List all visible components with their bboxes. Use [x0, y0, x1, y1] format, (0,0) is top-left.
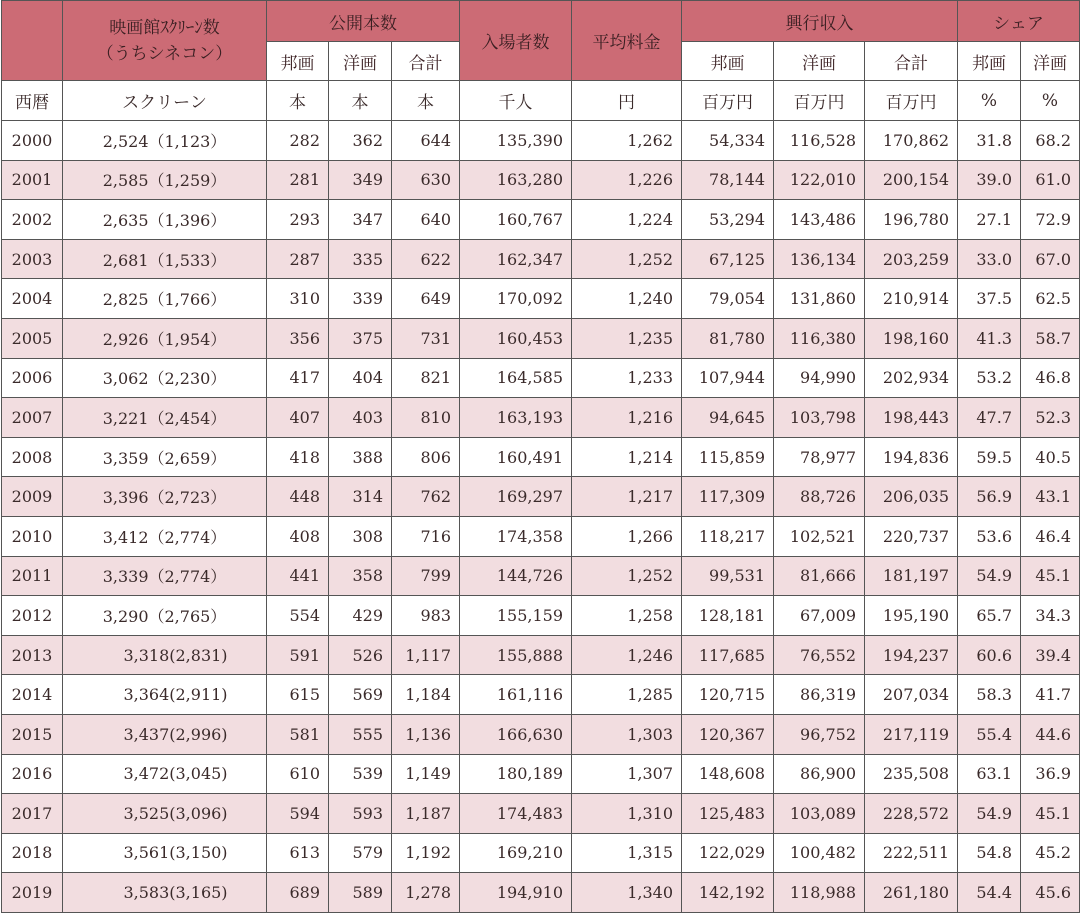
box-office-foreign-cell: 67,009 [774, 596, 865, 636]
attendance-cell: 135,390 [460, 121, 572, 161]
year-cell: 2006 [2, 358, 63, 398]
header-box-office-domestic: 邦画 [682, 42, 774, 81]
unit-share-domestic: % [958, 81, 1021, 121]
avg-price-cell: 1,240 [572, 279, 682, 319]
attendance-cell: 164,585 [460, 358, 572, 398]
screens-cell: 2,585（1,259） [63, 160, 267, 200]
box-office-domestic-cell: 81,780 [682, 318, 774, 358]
attendance-cell: 162,347 [460, 239, 572, 279]
table-row [2, 200, 1080, 240]
releases-domestic-cell: 441 [267, 556, 329, 596]
screens-cell: 3,062（2,230） [63, 358, 267, 398]
header-screens-line1: 映画館ｽｸﾘｰﾝ数 [109, 17, 220, 38]
table-row [2, 318, 1080, 358]
avg-price-cell: 1,216 [572, 398, 682, 438]
box-office-foreign-cell: 116,380 [774, 318, 865, 358]
releases-foreign-cell: 526 [329, 635, 392, 675]
table-row [2, 358, 1080, 398]
screens-cell: 3,359（2,659） [63, 437, 267, 477]
box-office-domestic-cell: 120,367 [682, 714, 774, 754]
avg-price-cell: 1,262 [572, 121, 682, 161]
unit-avg-price: 円 [572, 81, 682, 121]
releases-total-cell: 1,278 [392, 873, 460, 913]
box-office-foreign-cell: 116,528 [774, 121, 865, 161]
avg-price-cell: 1,340 [572, 873, 682, 913]
box-office-foreign-cell: 118,988 [774, 873, 865, 913]
box-office-domestic-cell: 142,192 [682, 873, 774, 913]
releases-total-cell: 1,117 [392, 635, 460, 675]
share-domestic-cell: 63.1 [958, 754, 1021, 794]
box-office-foreign-cell: 100,482 [774, 833, 865, 873]
unit-releases-foreign: 本 [329, 81, 392, 121]
share-foreign-cell: 45.1 [1021, 556, 1080, 596]
avg-price-cell: 1,235 [572, 318, 682, 358]
releases-domestic-cell: 591 [267, 635, 329, 675]
box-office-foreign-cell: 103,798 [774, 398, 865, 438]
screens-cell: 3,412（2,774） [63, 516, 267, 556]
releases-total-cell: 1,187 [392, 794, 460, 834]
box-office-domestic-cell: 115,859 [682, 437, 774, 477]
box-office-foreign-cell: 86,319 [774, 675, 865, 715]
table-row [2, 477, 1080, 517]
box-office-domestic-cell: 148,608 [682, 754, 774, 794]
year-cell: 2005 [2, 318, 63, 358]
avg-price-cell: 1,233 [572, 358, 682, 398]
table-row [2, 794, 1080, 834]
header-avg-price: 平均料金 [572, 1, 682, 81]
attendance-cell: 160,767 [460, 200, 572, 240]
screens-cell: 2,825（1,766） [63, 279, 267, 319]
unit-year: 西暦 [2, 81, 63, 121]
attendance-cell: 161,116 [460, 675, 572, 715]
share-domestic-cell: 37.5 [958, 279, 1021, 319]
releases-total-cell: 1,192 [392, 833, 460, 873]
year-cell: 2012 [2, 596, 63, 636]
box-office-total-cell: 222,511 [865, 833, 958, 873]
releases-domestic-cell: 310 [267, 279, 329, 319]
box-office-foreign-cell: 131,860 [774, 279, 865, 319]
share-foreign-cell: 41.7 [1021, 675, 1080, 715]
releases-domestic-cell: 613 [267, 833, 329, 873]
share-domestic-cell: 54.8 [958, 833, 1021, 873]
releases-total-cell: 1,149 [392, 754, 460, 794]
releases-foreign-cell: 375 [329, 318, 392, 358]
releases-foreign-cell: 308 [329, 516, 392, 556]
table-row [2, 437, 1080, 477]
avg-price-cell: 1,252 [572, 239, 682, 279]
avg-price-cell: 1,315 [572, 833, 682, 873]
releases-total-cell: 731 [392, 318, 460, 358]
box-office-total-cell: 217,119 [865, 714, 958, 754]
box-office-total-cell: 194,836 [865, 437, 958, 477]
table-row [2, 635, 1080, 675]
releases-total-cell: 649 [392, 279, 460, 319]
year-cell: 2018 [2, 833, 63, 873]
avg-price-cell: 1,307 [572, 754, 682, 794]
share-domestic-cell: 55.4 [958, 714, 1021, 754]
table-row [2, 516, 1080, 556]
box-office-total-cell: 200,154 [865, 160, 958, 200]
releases-domestic-cell: 689 [267, 873, 329, 913]
attendance-cell: 174,483 [460, 794, 572, 834]
box-office-domestic-cell: 79,054 [682, 279, 774, 319]
share-domestic-cell: 41.3 [958, 318, 1021, 358]
box-office-domestic-cell: 128,181 [682, 596, 774, 636]
header-releases-total: 合計 [392, 42, 460, 81]
year-cell: 2008 [2, 437, 63, 477]
year-cell: 2010 [2, 516, 63, 556]
box-office-foreign-cell: 76,552 [774, 635, 865, 675]
table-row [2, 596, 1080, 636]
releases-foreign-cell: 404 [329, 358, 392, 398]
releases-foreign-cell: 339 [329, 279, 392, 319]
box-office-total-cell: 203,259 [865, 239, 958, 279]
share-foreign-cell: 67.0 [1021, 239, 1080, 279]
screens-cell: 2,681（1,533） [63, 239, 267, 279]
attendance-cell: 160,453 [460, 318, 572, 358]
share-domestic-cell: 27.1 [958, 200, 1021, 240]
releases-domestic-cell: 407 [267, 398, 329, 438]
share-foreign-cell: 52.3 [1021, 398, 1080, 438]
year-cell: 2019 [2, 873, 63, 913]
share-domestic-cell: 59.5 [958, 437, 1021, 477]
table-row [2, 833, 1080, 873]
releases-foreign-cell: 403 [329, 398, 392, 438]
releases-total-cell: 622 [392, 239, 460, 279]
unit-share-foreign: % [1021, 81, 1080, 121]
attendance-cell: 174,358 [460, 516, 572, 556]
releases-domestic-cell: 615 [267, 675, 329, 715]
box-office-domestic-cell: 94,645 [682, 398, 774, 438]
releases-domestic-cell: 581 [267, 714, 329, 754]
avg-price-cell: 1,214 [572, 437, 682, 477]
box-office-domestic-cell: 67,125 [682, 239, 774, 279]
box-office-total-cell: 210,914 [865, 279, 958, 319]
avg-price-cell: 1,246 [572, 635, 682, 675]
screens-cell: 2,926（1,954） [63, 318, 267, 358]
box-office-domestic-cell: 125,483 [682, 794, 774, 834]
table-row [2, 754, 1080, 794]
releases-total-cell: 644 [392, 121, 460, 161]
table-row [2, 121, 1080, 161]
share-domestic-cell: 53.6 [958, 516, 1021, 556]
attendance-cell: 170,092 [460, 279, 572, 319]
year-cell: 2004 [2, 279, 63, 319]
screens-cell: 3,318(2,831) [63, 635, 267, 675]
year-cell: 2013 [2, 635, 63, 675]
releases-total-cell: 762 [392, 477, 460, 517]
box-office-domestic-cell: 107,944 [682, 358, 774, 398]
releases-total-cell: 810 [392, 398, 460, 438]
share-domestic-cell: 54.4 [958, 873, 1021, 913]
releases-domestic-cell: 594 [267, 794, 329, 834]
releases-total-cell: 716 [392, 516, 460, 556]
releases-foreign-cell: 539 [329, 754, 392, 794]
header-share-foreign: 洋画 [1021, 42, 1080, 81]
box-office-foreign-cell: 94,990 [774, 358, 865, 398]
releases-foreign-cell: 358 [329, 556, 392, 596]
header-share-domestic: 邦画 [958, 42, 1021, 81]
year-cell: 2002 [2, 200, 63, 240]
box-office-domestic-cell: 118,217 [682, 516, 774, 556]
share-domestic-cell: 60.6 [958, 635, 1021, 675]
box-office-foreign-cell: 88,726 [774, 477, 865, 517]
releases-total-cell: 821 [392, 358, 460, 398]
releases-domestic-cell: 418 [267, 437, 329, 477]
share-foreign-cell: 45.6 [1021, 873, 1080, 913]
share-domestic-cell: 54.9 [958, 794, 1021, 834]
table-body [2, 121, 1080, 913]
releases-foreign-cell: 347 [329, 200, 392, 240]
box-office-total-cell: 196,780 [865, 200, 958, 240]
share-foreign-cell: 34.3 [1021, 596, 1080, 636]
avg-price-cell: 1,226 [572, 160, 682, 200]
releases-domestic-cell: 282 [267, 121, 329, 161]
table-row [2, 239, 1080, 279]
header-box-office: 興行収入 [682, 1, 958, 42]
unit-attendance: 千人 [460, 81, 572, 121]
box-office-total-cell: 235,508 [865, 754, 958, 794]
releases-foreign-cell: 569 [329, 675, 392, 715]
box-office-domestic-cell: 53,294 [682, 200, 774, 240]
unit-box-office-domestic: 百万円 [682, 81, 774, 121]
avg-price-cell: 1,266 [572, 516, 682, 556]
share-domestic-cell: 56.9 [958, 477, 1021, 517]
attendance-cell: 169,297 [460, 477, 572, 517]
screens-cell: 2,635（1,396） [63, 200, 267, 240]
releases-domestic-cell: 281 [267, 160, 329, 200]
year-cell: 2014 [2, 675, 63, 715]
releases-foreign-cell: 314 [329, 477, 392, 517]
releases-domestic-cell: 293 [267, 200, 329, 240]
share-domestic-cell: 54.9 [958, 556, 1021, 596]
year-cell: 2000 [2, 121, 63, 161]
attendance-cell: 166,630 [460, 714, 572, 754]
table-row [2, 675, 1080, 715]
releases-foreign-cell: 593 [329, 794, 392, 834]
share-domestic-cell: 47.7 [958, 398, 1021, 438]
cinema-statistics-table [1, 0, 1080, 913]
avg-price-cell: 1,258 [572, 596, 682, 636]
unit-box-office-total: 百万円 [865, 81, 958, 121]
box-office-foreign-cell: 103,089 [774, 794, 865, 834]
attendance-cell: 194,910 [460, 873, 572, 913]
box-office-total-cell: 198,443 [865, 398, 958, 438]
table-row [2, 398, 1080, 438]
avg-price-cell: 1,310 [572, 794, 682, 834]
box-office-domestic-cell: 99,531 [682, 556, 774, 596]
screens-cell: 3,561(3,150) [63, 833, 267, 873]
releases-domestic-cell: 408 [267, 516, 329, 556]
unit-box-office-foreign: 百万円 [774, 81, 865, 121]
table-row [2, 873, 1080, 913]
releases-total-cell: 983 [392, 596, 460, 636]
screens-cell: 3,339（2,774） [63, 556, 267, 596]
screens-cell: 3,583(3,165) [63, 873, 267, 913]
releases-total-cell: 799 [392, 556, 460, 596]
year-cell: 2003 [2, 239, 63, 279]
year-cell: 2009 [2, 477, 63, 517]
year-cell: 2011 [2, 556, 63, 596]
releases-domestic-cell: 287 [267, 239, 329, 279]
screens-cell: 3,290（2,765） [63, 596, 267, 636]
share-domestic-cell: 58.3 [958, 675, 1021, 715]
attendance-cell: 163,280 [460, 160, 572, 200]
unit-releases-domestic: 本 [267, 81, 329, 121]
releases-domestic-cell: 417 [267, 358, 329, 398]
year-cell: 2015 [2, 714, 63, 754]
share-domestic-cell: 53.2 [958, 358, 1021, 398]
box-office-total-cell: 202,934 [865, 358, 958, 398]
box-office-total-cell: 198,160 [865, 318, 958, 358]
box-office-total-cell: 220,737 [865, 516, 958, 556]
year-cell: 2016 [2, 754, 63, 794]
box-office-domestic-cell: 120,715 [682, 675, 774, 715]
header-box-office-total: 合計 [865, 42, 958, 81]
avg-price-cell: 1,217 [572, 477, 682, 517]
screens-cell: 3,472(3,045) [63, 754, 267, 794]
box-office-foreign-cell: 86,900 [774, 754, 865, 794]
box-office-foreign-cell: 81,666 [774, 556, 865, 596]
releases-foreign-cell: 335 [329, 239, 392, 279]
table-row [2, 714, 1080, 754]
header-screens-line2: （うちシネコン） [96, 43, 233, 64]
box-office-foreign-cell: 136,134 [774, 239, 865, 279]
table-row [2, 279, 1080, 319]
share-foreign-cell: 46.8 [1021, 358, 1080, 398]
share-foreign-cell: 68.2 [1021, 121, 1080, 161]
releases-foreign-cell: 579 [329, 833, 392, 873]
header-releases-domestic: 邦画 [267, 42, 329, 81]
releases-total-cell: 1,136 [392, 714, 460, 754]
header-releases: 公開本数 [267, 1, 460, 42]
releases-total-cell: 1,184 [392, 675, 460, 715]
box-office-foreign-cell: 96,752 [774, 714, 865, 754]
attendance-cell: 180,189 [460, 754, 572, 794]
year-cell: 2001 [2, 160, 63, 200]
share-foreign-cell: 44.6 [1021, 714, 1080, 754]
header-box-office-foreign: 洋画 [774, 42, 865, 81]
share-foreign-cell: 62.5 [1021, 279, 1080, 319]
header-share: シェア [958, 1, 1080, 42]
box-office-total-cell: 228,572 [865, 794, 958, 834]
box-office-foreign-cell: 102,521 [774, 516, 865, 556]
screens-cell: 3,437(2,996) [63, 714, 267, 754]
share-domestic-cell: 33.0 [958, 239, 1021, 279]
avg-price-cell: 1,252 [572, 556, 682, 596]
releases-total-cell: 806 [392, 437, 460, 477]
share-foreign-cell: 36.9 [1021, 754, 1080, 794]
attendance-cell: 155,159 [460, 596, 572, 636]
screens-cell: 3,221（2,454） [63, 398, 267, 438]
box-office-total-cell: 261,180 [865, 873, 958, 913]
releases-domestic-cell: 610 [267, 754, 329, 794]
year-cell: 2007 [2, 398, 63, 438]
attendance-cell: 163,193 [460, 398, 572, 438]
box-office-foreign-cell: 143,486 [774, 200, 865, 240]
unit-screens: スクリーン [63, 81, 267, 121]
screens-cell: 3,525(3,096) [63, 794, 267, 834]
box-office-total-cell: 195,190 [865, 596, 958, 636]
share-foreign-cell: 58.7 [1021, 318, 1080, 358]
unit-releases-total: 本 [392, 81, 460, 121]
attendance-cell: 160,491 [460, 437, 572, 477]
share-foreign-cell: 39.4 [1021, 635, 1080, 675]
units-row [2, 81, 1080, 121]
releases-foreign-cell: 388 [329, 437, 392, 477]
attendance-cell: 169,210 [460, 833, 572, 873]
table-row [2, 160, 1080, 200]
share-domestic-cell: 39.0 [958, 160, 1021, 200]
share-foreign-cell: 72.9 [1021, 200, 1080, 240]
header-releases-foreign: 洋画 [329, 42, 392, 81]
year-cell: 2017 [2, 794, 63, 834]
screens-cell: 3,396（2,723） [63, 477, 267, 517]
box-office-total-cell: 206,035 [865, 477, 958, 517]
box-office-domestic-cell: 117,309 [682, 477, 774, 517]
box-office-domestic-cell: 122,029 [682, 833, 774, 873]
box-office-total-cell: 207,034 [865, 675, 958, 715]
releases-foreign-cell: 429 [329, 596, 392, 636]
box-office-total-cell: 181,197 [865, 556, 958, 596]
screens-cell: 2,524（1,123） [63, 121, 267, 161]
releases-foreign-cell: 349 [329, 160, 392, 200]
releases-total-cell: 630 [392, 160, 460, 200]
share-foreign-cell: 43.1 [1021, 477, 1080, 517]
avg-price-cell: 1,224 [572, 200, 682, 240]
screens-cell: 3,364(2,911) [63, 675, 267, 715]
releases-domestic-cell: 448 [267, 477, 329, 517]
header-screens [63, 1, 267, 81]
box-office-domestic-cell: 117,685 [682, 635, 774, 675]
share-foreign-cell: 40.5 [1021, 437, 1080, 477]
box-office-domestic-cell: 78,144 [682, 160, 774, 200]
attendance-cell: 155,888 [460, 635, 572, 675]
table-row [2, 556, 1080, 596]
releases-total-cell: 640 [392, 200, 460, 240]
share-foreign-cell: 61.0 [1021, 160, 1080, 200]
header-attendance: 入場者数 [460, 1, 572, 81]
share-foreign-cell: 45.2 [1021, 833, 1080, 873]
box-office-domestic-cell: 54,334 [682, 121, 774, 161]
box-office-total-cell: 194,237 [865, 635, 958, 675]
attendance-cell: 144,726 [460, 556, 572, 596]
share-foreign-cell: 46.4 [1021, 516, 1080, 556]
header-corner [2, 1, 63, 81]
share-domestic-cell: 31.8 [958, 121, 1021, 161]
releases-domestic-cell: 356 [267, 318, 329, 358]
box-office-total-cell: 170,862 [865, 121, 958, 161]
share-domestic-cell: 65.7 [958, 596, 1021, 636]
share-foreign-cell: 45.1 [1021, 794, 1080, 834]
releases-foreign-cell: 589 [329, 873, 392, 913]
avg-price-cell: 1,285 [572, 675, 682, 715]
box-office-foreign-cell: 122,010 [774, 160, 865, 200]
box-office-foreign-cell: 78,977 [774, 437, 865, 477]
releases-domestic-cell: 554 [267, 596, 329, 636]
releases-foreign-cell: 555 [329, 714, 392, 754]
releases-foreign-cell: 362 [329, 121, 392, 161]
avg-price-cell: 1,303 [572, 714, 682, 754]
